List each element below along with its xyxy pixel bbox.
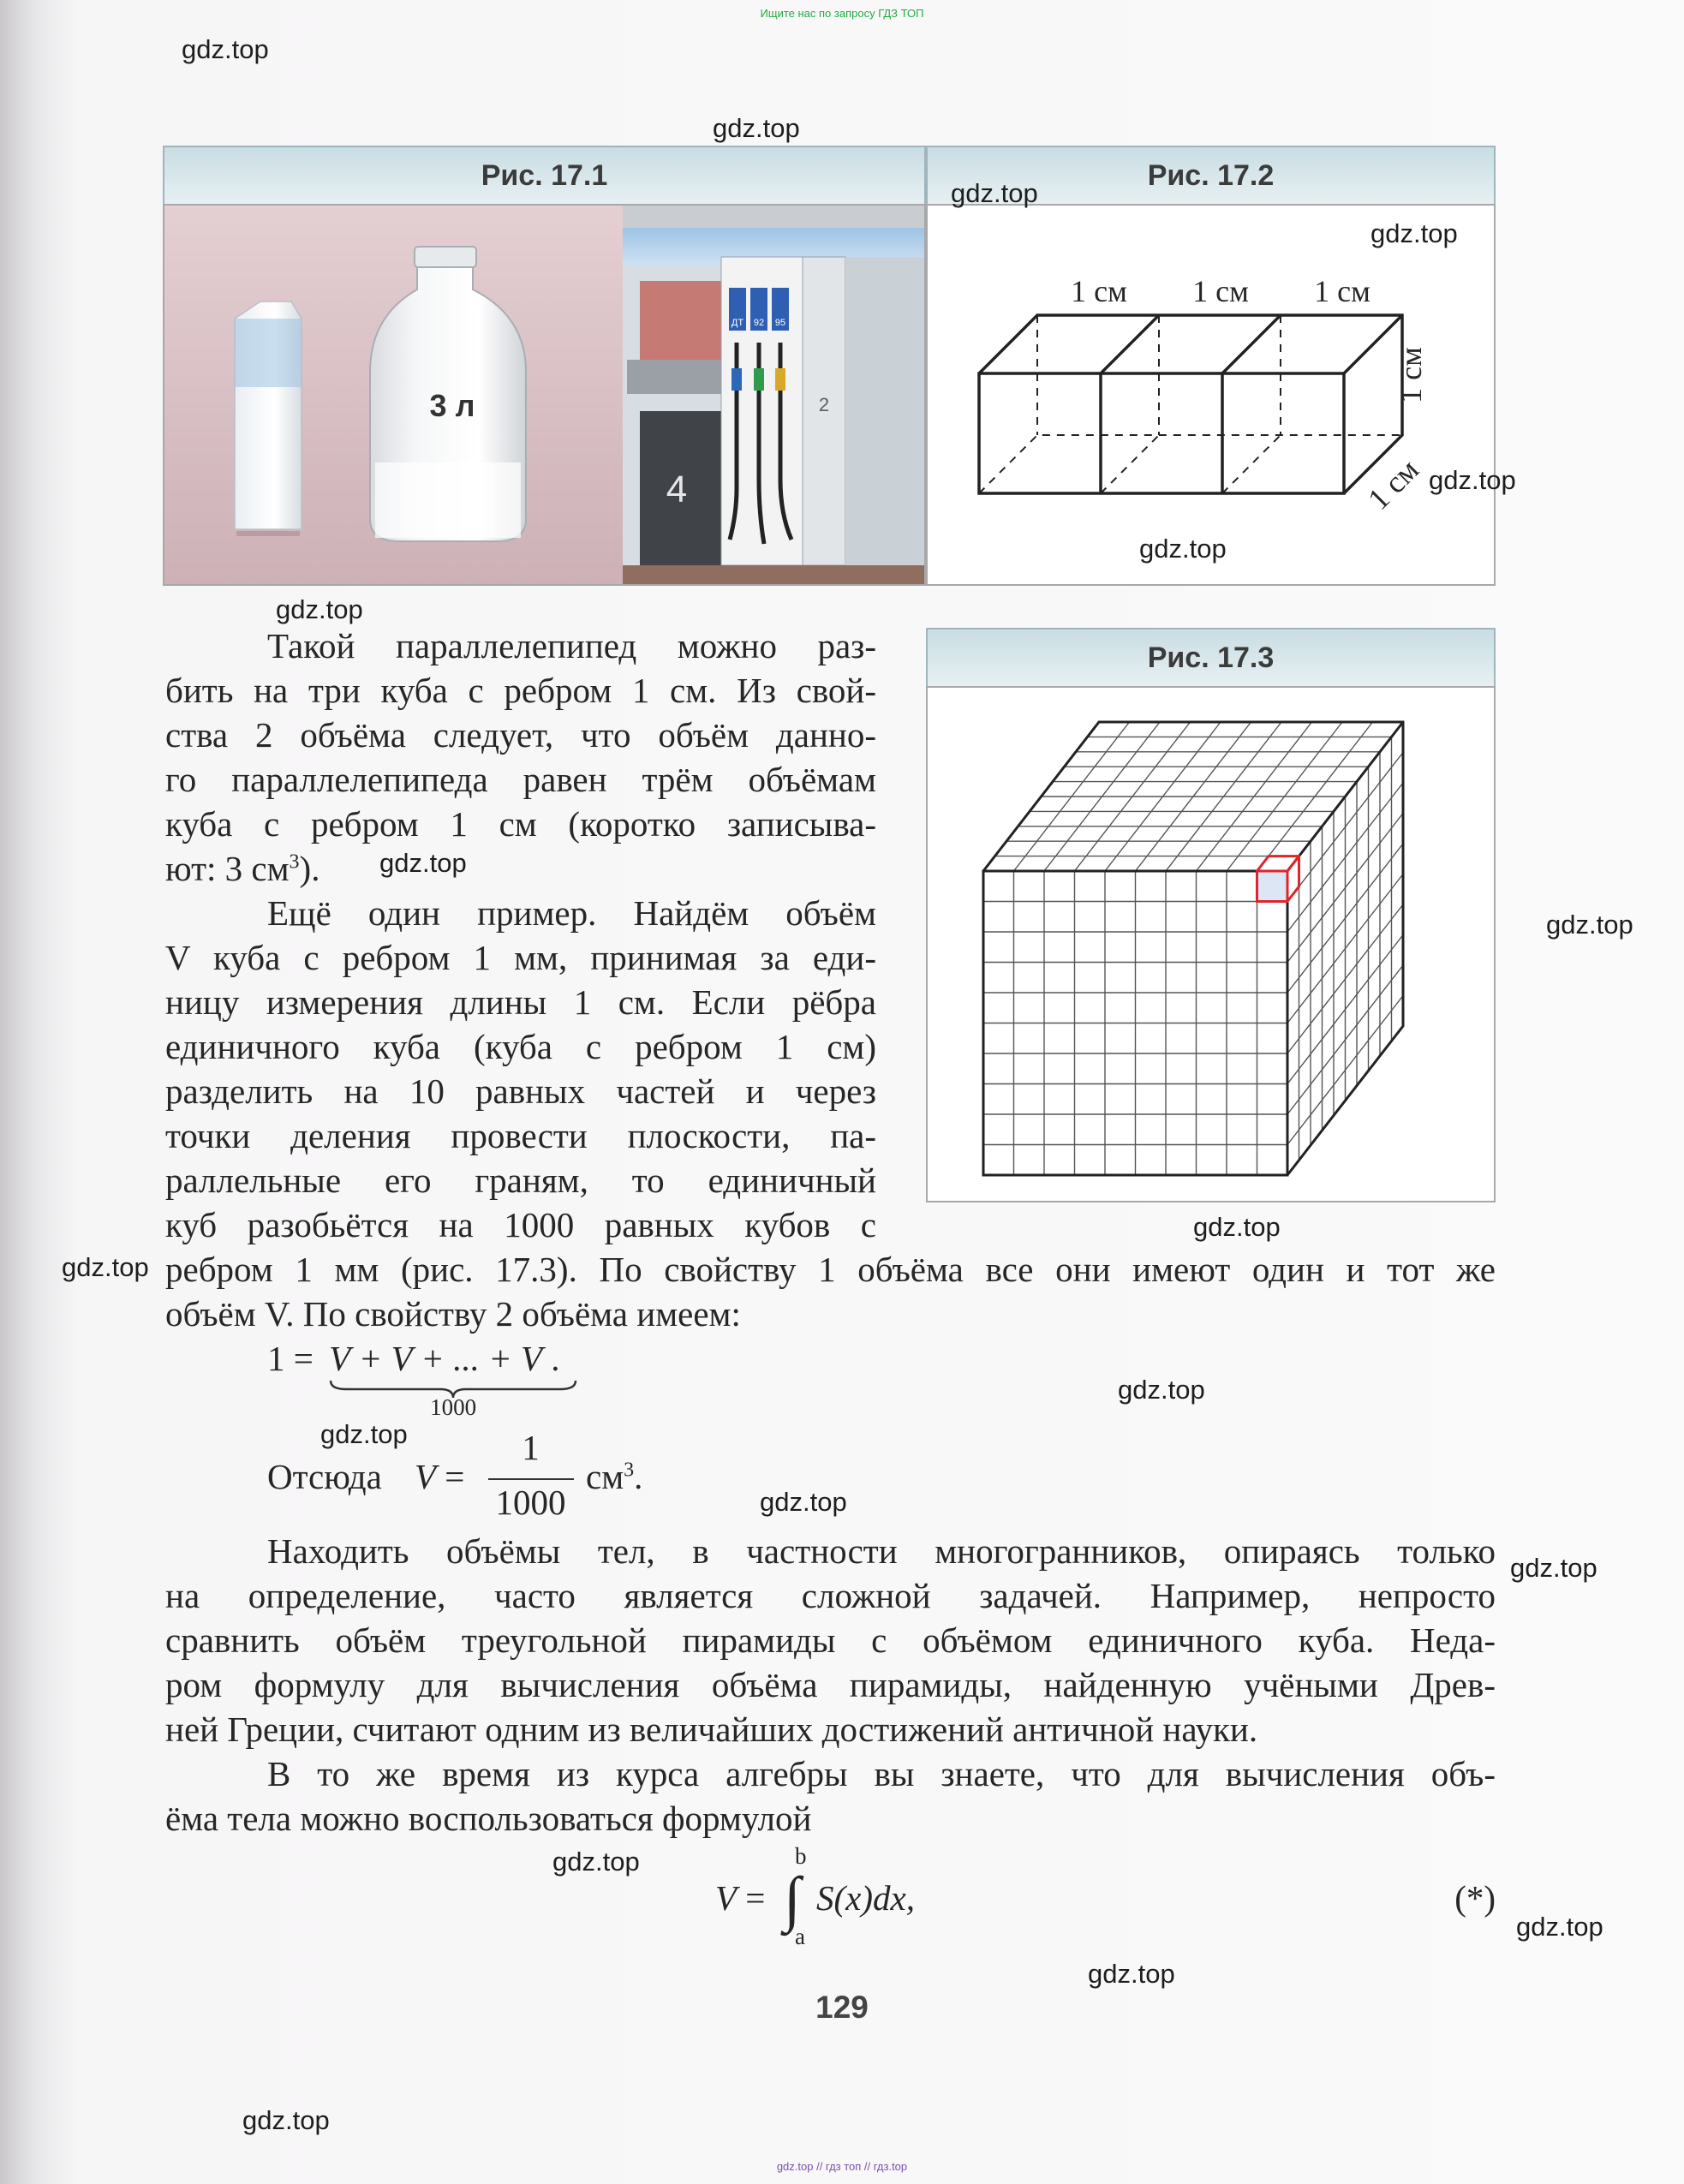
pump-island-number: 4 bbox=[666, 468, 688, 510]
fraction-denominator: 1000 bbox=[495, 1483, 566, 1522]
paragraph-1 bbox=[165, 624, 876, 891]
watermark: gdz.top bbox=[242, 2105, 330, 2135]
watermark: gdz.top bbox=[760, 1487, 847, 1517]
text-line: Ещё один пример. Найдём объём bbox=[267, 893, 876, 933]
watermark: gdz.top bbox=[1516, 1912, 1603, 1942]
watermark: gdz.top bbox=[552, 1847, 640, 1877]
integrand: S(x)dx, bbox=[816, 1878, 915, 1918]
paragraph-2-narrow bbox=[165, 891, 876, 1247]
equation-tag: (*) bbox=[1454, 1878, 1496, 1918]
jar-volume-label: 3 л bbox=[429, 388, 475, 423]
fig-17-1-title: Рис. 17.1 bbox=[163, 146, 926, 206]
grade-label-1: ДТ bbox=[731, 318, 744, 328]
text-line: В то же время из курса алгебры вы знаете, что для вычисления объ- bbox=[267, 1754, 1496, 1793]
sum-terms: V + V + ... + V 1000 bbox=[329, 1338, 542, 1379]
text-line: го параллелепипеда равен трём объёмам bbox=[165, 760, 876, 799]
watermark: gdz.top bbox=[1139, 534, 1227, 564]
pump-side-number: 2 bbox=[818, 394, 830, 415]
fraction-bar bbox=[488, 1478, 574, 1480]
header-watermark: Ищите нас по запросу ГДЗ ТОП bbox=[760, 7, 924, 20]
dim-label-1: 1 см bbox=[1071, 274, 1127, 308]
watermark: gdz.top bbox=[713, 113, 800, 143]
watermark: gdz.top bbox=[1546, 910, 1633, 940]
watermark: gdz.top bbox=[1118, 1375, 1205, 1405]
text-line: объём V. По свойству 2 объёма имеем: bbox=[165, 1294, 741, 1334]
text-line: ром формулу для вычисления объёма пирамиды, найденную учёными Древ- bbox=[165, 1665, 1496, 1704]
watermark: gdz.top bbox=[182, 34, 269, 64]
text-line: сравнить объём треугольной пирамиды с объёмом единичного куба. Неда- bbox=[165, 1620, 1496, 1660]
integral-sign: ∫ bbox=[784, 1865, 801, 1933]
text-line: куба с ребром 1 см (коротко записыва- bbox=[165, 804, 876, 844]
underbrace-count: 1000 bbox=[430, 1394, 477, 1420]
watermark: gdz.top bbox=[320, 1419, 408, 1449]
text-line: единичного куба (куба с ребром 1 см) bbox=[165, 1027, 876, 1066]
paragraph-3 bbox=[165, 1529, 1496, 1751]
fig-17-3-title: Рис. 17.3 bbox=[926, 628, 1496, 688]
fig-17-1-photo bbox=[163, 204, 926, 586]
integral-upper-limit: b bbox=[795, 1843, 807, 1869]
grid-cube-drawing bbox=[928, 688, 1494, 1201]
text-line: раллельные его граням, то единичный bbox=[165, 1161, 876, 1200]
integral-lower-limit: a bbox=[795, 1924, 805, 1949]
dim-label-2: 1 см bbox=[1192, 274, 1249, 308]
grade-label-3: 95 bbox=[774, 318, 786, 328]
watermark: gdz.top bbox=[62, 1252, 149, 1282]
dim-label-3: 1 см bbox=[1314, 274, 1370, 308]
grade-label-2: 92 bbox=[753, 318, 765, 328]
text-line: точки деления провести плоскости, па- bbox=[165, 1116, 876, 1155]
equation-1: 1 = V + V + ... + V 1000 . bbox=[267, 1338, 560, 1379]
page-number: 129 bbox=[815, 1990, 869, 2025]
fig-17-1-illustration bbox=[164, 206, 924, 584]
watermark: gdz.top bbox=[379, 848, 467, 878]
text-line: ства 2 объёма следует, что объём данно- bbox=[165, 715, 876, 755]
footer-watermark: gdz.top // гдз топ // гдз.top bbox=[776, 2160, 908, 2173]
fig-17-2-diagram bbox=[926, 204, 1496, 586]
fig-17-3-diagram bbox=[926, 686, 1496, 1202]
watermark: gdz.top bbox=[1370, 218, 1458, 248]
equation-3: V = b ∫ a S(x)dx, (*) bbox=[715, 1843, 1496, 1949]
paragraph-2-wide bbox=[165, 1247, 1496, 1336]
fig-17-2-title: Рис. 17.2 bbox=[926, 146, 1496, 206]
text-line: ницу измерения длины 1 см. Если рёбра bbox=[165, 982, 876, 1022]
watermark: gdz.top bbox=[276, 594, 363, 624]
watermark: gdz.top bbox=[951, 178, 1038, 208]
text-line: разделить на 10 равных частей и через bbox=[165, 1071, 876, 1111]
equation-2: Отсюда V = 1 1000 $см^3$. bbox=[267, 1428, 643, 1522]
text-line: на определение, часто является сложной задачей. Например, непросто bbox=[165, 1576, 1496, 1615]
watermark: gdz.top bbox=[1088, 1959, 1175, 1989]
watermark: gdz.top bbox=[1193, 1212, 1281, 1242]
height-label: 1 см bbox=[1394, 347, 1428, 403]
fraction-numerator: 1 bbox=[522, 1428, 540, 1467]
text-line: Такой параллелепипед можно раз- bbox=[267, 626, 876, 665]
text-line: ют: 3 $см^3$). bbox=[165, 849, 320, 888]
text-line: куб разобьётся на 1000 равных кубов с bbox=[165, 1205, 876, 1244]
parallelepiped-drawing bbox=[928, 206, 1494, 584]
text-line: ёма тела можно воспользоваться формулой bbox=[165, 1799, 812, 1838]
text-line: Находить объёмы тел, в частности многогранников, опираясь только bbox=[267, 1531, 1496, 1571]
watermark: gdz.top bbox=[1510, 1553, 1597, 1583]
text-line: ней Греции, считают одним из величайших достижений античной науки. bbox=[165, 1710, 1258, 1749]
watermark: gdz.top bbox=[1429, 465, 1516, 495]
text-line: бить на три куба с ребром 1 см. Из свой- bbox=[165, 671, 876, 710]
text-line: ребром 1 мм (рис. 17.3). По свойству 1 объёма все они имеют один и тот же bbox=[165, 1250, 1496, 1289]
depth-label: 1 см bbox=[1361, 452, 1425, 516]
paragraph-4 bbox=[165, 1751, 1496, 1841]
text-line: V куба с ребром 1 мм, принимая за еди- bbox=[165, 938, 876, 977]
